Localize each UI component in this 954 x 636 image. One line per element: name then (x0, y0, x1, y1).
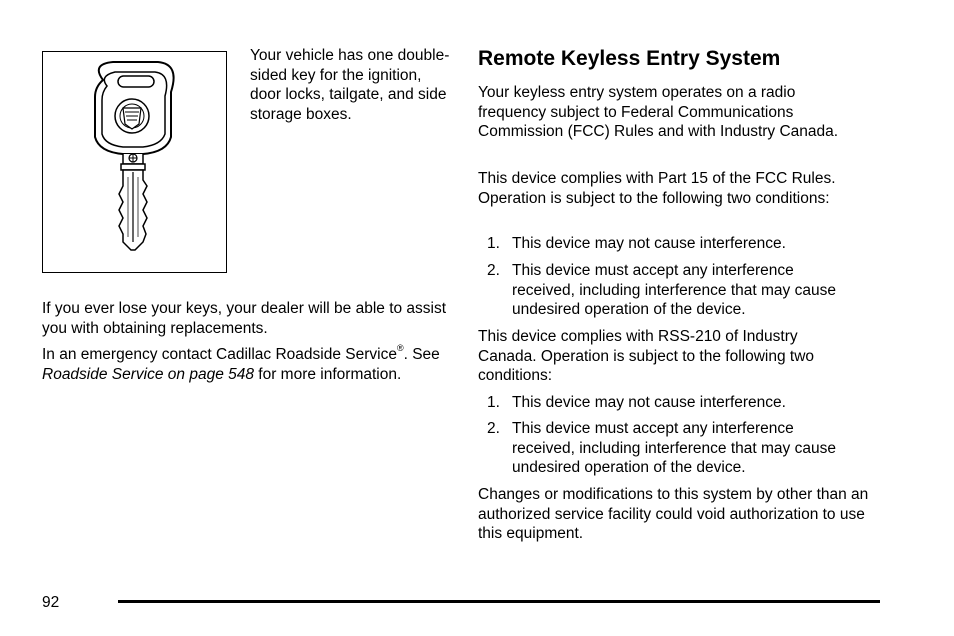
list-number: 2. (487, 420, 500, 437)
rss-paragraph: This device complies with RSS-210 of Industry Canada. Operation is subject to the following two conditions: (478, 328, 815, 384)
list-text: This device must accept any interference received, including interference that may cause undesired operation of the device. (512, 262, 836, 318)
footer-rule (118, 600, 880, 603)
list-number: 2. (487, 262, 500, 279)
changes-paragraph: Changes or modifications to this system by other than an authorized service facility could void authorization to use this equipment. (478, 486, 869, 542)
list-text: This device may not cause interference. (512, 394, 786, 411)
emergency-paragraph (42, 342, 452, 384)
section-title: Remote Keyless Entry System (478, 47, 781, 70)
fcc-paragraph: This device complies with Part 15 of the FCC Rules. Operation is subject to the following two conditions: (478, 170, 836, 207)
list-number: 1. (487, 235, 500, 252)
page-number: 92 (42, 594, 60, 611)
list-text: This device must accept any interference received, including interference that may cause undesired operation of the device. (512, 420, 836, 476)
emergency-lead: In an emergency contact Cadillac Roadside Service (42, 346, 397, 363)
radio-frequency-paragraph: Your keyless entry system operates on a radio frequency subject to Federal Communications Commission (FCC) Rules and with Industry Canada. (478, 84, 839, 140)
list-text: This device may not cause interference. (512, 235, 786, 252)
lost-keys-paragraph: If you ever lose your keys, your dealer will be able to assist you with obtaining replacements. (42, 300, 447, 337)
emergency-tail: for more information. (253, 365, 402, 383)
key-illustration-frame (42, 51, 227, 273)
registered-mark: ® (396, 342, 404, 353)
vehicle-key-icon (43, 52, 225, 271)
roadside-service-reference: Roadside Service on page 548 (42, 365, 254, 383)
list-number: 1. (487, 394, 500, 411)
emergency-see: . See (403, 346, 440, 363)
key-intro-text: Your vehicle has one double-sided key for the ignition, door locks, tailgate, and side storage boxes. (250, 47, 450, 123)
